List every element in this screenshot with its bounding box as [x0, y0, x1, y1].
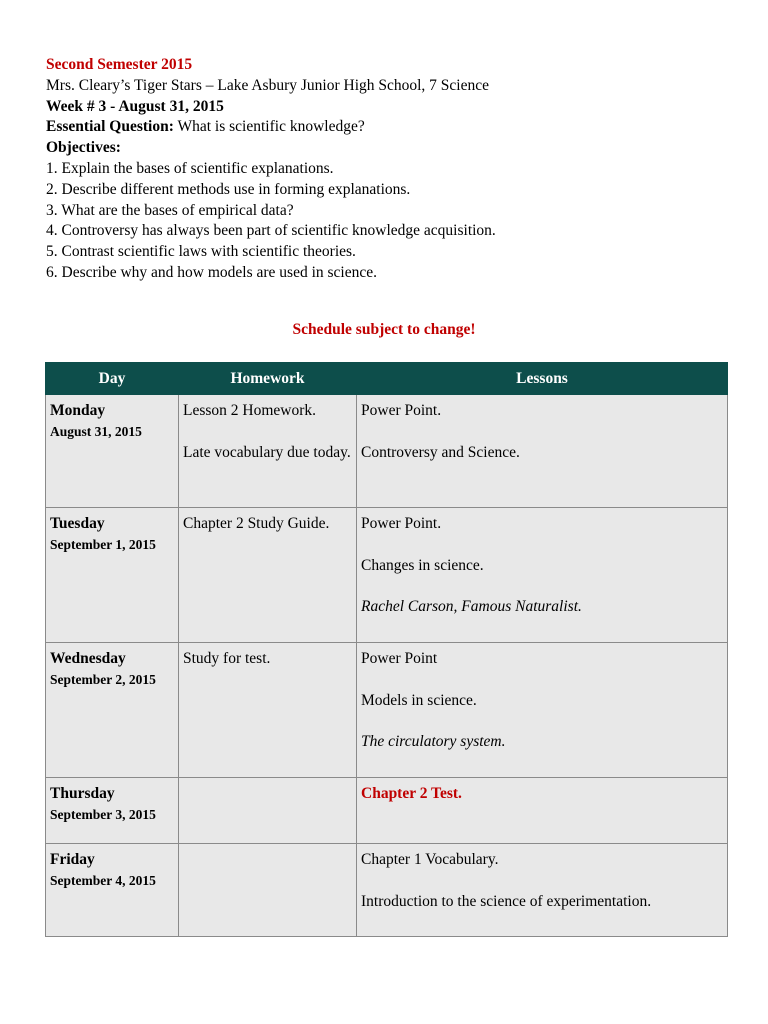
day-name: Tuesday	[50, 515, 105, 532]
objectives-list	[46, 159, 746, 284]
objective-item: 4. Controversy has always been part of scientific knowledge acquisition.	[46, 222, 496, 240]
lessons-cell	[357, 395, 728, 508]
homework-cell	[179, 643, 357, 778]
objective-item: 1. Explain the bases of scientific explanations.	[46, 159, 334, 177]
lessons-cell	[357, 508, 728, 643]
homework-item: Lesson 2 Homework.	[183, 402, 317, 419]
day-name: Monday	[50, 402, 106, 419]
table-row	[46, 395, 728, 508]
objective-item: 2. Describe different methods use in forming explanations.	[46, 180, 411, 198]
day-date: September 4, 2015	[50, 872, 156, 888]
homework-item: Late vocabulary due today.	[183, 443, 351, 461]
lesson-item: Controversy and Science.	[361, 443, 520, 461]
homework-cell	[179, 395, 357, 508]
lesson-item: Chapter 1 Vocabulary.	[361, 851, 499, 868]
objective-item: 3. What are the bases of empirical data?	[46, 201, 294, 219]
day-cell	[46, 395, 179, 508]
lesson-item: Power Point.	[361, 402, 442, 419]
table-row	[46, 844, 728, 937]
objective-item: 5. Contrast scientific laws with scientific theories.	[46, 243, 356, 261]
lesson-item: Changes in science.	[361, 556, 484, 574]
day-cell	[46, 508, 179, 643]
lesson-item: Models in science.	[361, 691, 477, 709]
essential-question	[46, 117, 746, 138]
column-header-day: Day	[46, 363, 179, 395]
column-header-homework: Homework	[179, 363, 357, 395]
day-cell	[46, 643, 179, 778]
day-name: Wednesday	[50, 650, 126, 667]
lesson-item: Introduction to the science of experimentation.	[361, 892, 652, 910]
lessons-cell	[357, 844, 728, 937]
homework-item: Chapter 2 Study Guide.	[183, 515, 330, 532]
lessons-cell	[357, 778, 728, 844]
homework-item: Study for test.	[183, 650, 271, 667]
schedule-table	[45, 362, 728, 937]
lesson-item: Rachel Carson, Famous Naturalist.	[361, 598, 582, 616]
document-header	[46, 55, 746, 284]
semester-title: Second Semester 2015	[46, 56, 193, 73]
homework-cell	[179, 508, 357, 643]
objective-item: 6. Describe why and how models are used in science.	[46, 263, 377, 281]
table-header-row	[46, 363, 728, 395]
lesson-item: Power Point	[361, 650, 438, 667]
essential-question-label: Essential Question:	[46, 118, 174, 136]
day-date: September 3, 2015	[50, 806, 156, 822]
essential-question-text: What is scientific knowledge?	[173, 118, 365, 136]
day-name: Friday	[50, 851, 95, 868]
day-date: August 31, 2015	[50, 423, 142, 439]
schedule-notice: Schedule subject to change!	[292, 321, 476, 338]
lesson-item: Power Point.	[361, 515, 442, 532]
table-row	[46, 643, 728, 778]
homework-cell	[179, 778, 357, 844]
homework-cell	[179, 844, 357, 937]
week-label: Week # 3 - August 31, 2015	[46, 97, 224, 115]
lesson-item: The circulatory system.	[361, 733, 506, 751]
day-cell	[46, 844, 179, 937]
lesson-item: Chapter 2 Test.	[361, 785, 462, 802]
table-row	[46, 778, 728, 844]
day-date: September 2, 2015	[50, 671, 156, 687]
objectives-label: Objectives:	[46, 139, 121, 157]
day-date: September 1, 2015	[50, 536, 156, 552]
lessons-cell	[357, 643, 728, 778]
day-name: Thursday	[50, 785, 115, 802]
teacher-line: Mrs. Cleary’s Tiger Stars – Lake Asbury Junior High School, 7 Science	[46, 76, 490, 94]
table-row	[46, 508, 728, 643]
day-cell	[46, 778, 179, 844]
column-header-lessons: Lessons	[357, 363, 728, 395]
